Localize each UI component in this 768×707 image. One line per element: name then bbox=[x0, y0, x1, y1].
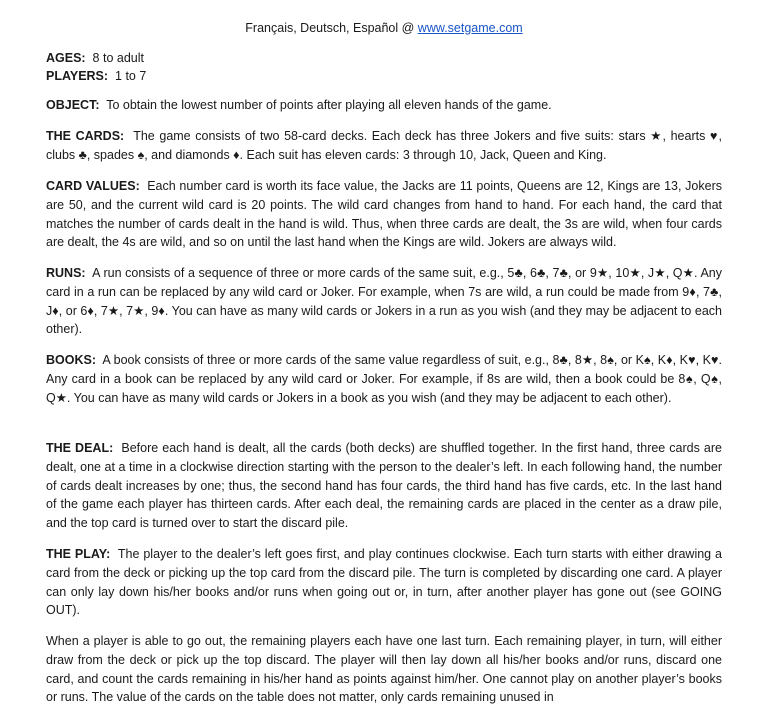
card-values-label: CARD VALUES: bbox=[46, 179, 140, 193]
card-values-section bbox=[46, 177, 722, 252]
cards-label: THE CARDS: bbox=[46, 129, 125, 143]
books-section bbox=[46, 351, 722, 407]
runs-label: RUNS: bbox=[46, 266, 86, 280]
play-text: The player to the dealer’s left goes first, and play continues clockwise. Each turn starts with either drawing a card from the deck or picking up the top card from the discard pile. The turn is completed by discarding one card. A player can only lay down his/her books and/or runs when going out or, in turn, after another player has gone out (see GOING OUT). bbox=[46, 547, 722, 618]
deal-text: Before each hand is dealt, all the cards (both decks) are shuffled together. In the first hand, three cards are dealt, one at a time in a clockwise direction starting with the person to the dealer’s left. In each following hand, the number of cards dealt increases by one; thus, the second hand has four cards, the third hand has five cards, etc. In the last hand of the game each player has thirteen cards. After each deal, the remaining cards are placed in the center as a draw pile, and the top card is turned over to start the discard pile. bbox=[46, 441, 722, 531]
ages-line bbox=[46, 49, 722, 68]
ages-label: AGES: bbox=[46, 51, 86, 65]
cards-section bbox=[46, 127, 722, 165]
books-label: BOOKS: bbox=[46, 353, 96, 367]
deal-label: THE DEAL: bbox=[46, 441, 114, 455]
ages-value: 8 to adult bbox=[92, 51, 144, 65]
books-text: A book consists of three or more cards of the same value regardless of suit, e.g., 8♣, 8★, 8♠, or K♠, K♦, K♥, K♥. Any card in a book can be replaced by any wild card or Joker. For example, if 8s are wild, then a book could be 8♠, Q♠, Q★. You can have as many wild cards or Jokers in a book as you wish (and they may be adjacent to each other). bbox=[46, 353, 722, 405]
object-section bbox=[46, 96, 722, 115]
languages-prefix: Français, Deutsch, Español @ bbox=[245, 21, 418, 35]
languages-line bbox=[46, 20, 722, 36]
runs-text: A run consists of a sequence of three or more cards of the same suit, e.g., 5♣, 6♣, 7♣, or 9★, 10★, J★, Q★. Any card in a run can be replaced by any wild card or Joker. For example, when 7s are wild, a run could be made from 9♦, 7♣, J♦, or 6♦, 7★, 7★, 9♦. You can have as many wild cards or Jokers in a run as you wish (and they may be adjacent to each other). bbox=[46, 266, 722, 337]
play-label: THE PLAY: bbox=[46, 547, 111, 561]
website-link[interactable]: www.setgame.com bbox=[417, 21, 523, 35]
card-values-text: Each number card is worth its face value, the Jacks are 11 points, Queens are 12, Kings are 13, Jokers are 50, and the current wild card is 20 points. The wild card changes from hand to hand. For each hand, the card that matches the number of cards dealt in the hand is wild. Thus, when three cards are dealt, the 3s are wild, when four cards are dealt, the 4s are wild, and so on until the last hand when the Kings are wild. Jokers are always wild. bbox=[46, 179, 722, 250]
players-value: 1 to 7 bbox=[115, 69, 147, 83]
play-section bbox=[46, 545, 722, 620]
runs-section bbox=[46, 264, 722, 339]
going-out-text: When a player is able to go out, the remaining players each have one last turn. Each remaining player, in turn, will either draw from the deck or pick up the top discard. The player will then lay down all his/her books and/or runs, discard one card, and count the cards remaining in his/her hand as points against him/her. One cannot play on another player’s books or runs. The value of the cards on the table does not matter, only cards remaining unused in bbox=[46, 634, 722, 705]
players-label: PLAYERS: bbox=[46, 69, 109, 83]
deal-section bbox=[46, 439, 722, 533]
object-label: OBJECT: bbox=[46, 98, 100, 112]
going-out-paragraph bbox=[46, 632, 722, 707]
players-line bbox=[46, 67, 722, 86]
cards-text: The game consists of two 58-card decks. Each deck has three Jokers and five suits: stars ★, hearts ♥, clubs ♣, spades ♠, and diamonds ♦. Each suit has eleven cards: 3 through 10, Jack, Queen and King. bbox=[46, 129, 722, 162]
object-text: To obtain the lowest number of points after playing all eleven hands of the game. bbox=[106, 98, 552, 112]
